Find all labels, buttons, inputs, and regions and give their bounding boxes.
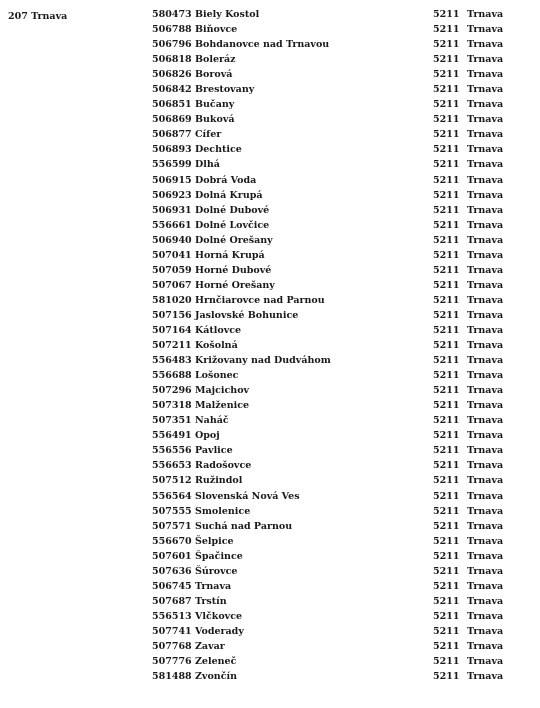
municipality-name: Zavar [195, 640, 225, 652]
district-code: 5211 [433, 595, 460, 607]
table-row [0, 127, 540, 142]
table-row [0, 173, 540, 188]
municipality-code: 507687 [152, 595, 192, 607]
district-name: Trnava [467, 505, 504, 517]
district-name: Trnava [467, 340, 504, 352]
municipality-code: 581020 [152, 294, 192, 306]
table-row [0, 594, 540, 609]
table-row [0, 278, 540, 293]
municipality-name: Košolná [195, 340, 238, 352]
table-row [0, 368, 540, 383]
municipality-name: Bohdanovce nad Trnavou [195, 39, 330, 51]
district-code: 5211 [433, 294, 460, 306]
municipality-code: 507211 [152, 340, 192, 352]
municipality-code: 507296 [152, 385, 192, 397]
municipality-name: Buková [195, 114, 235, 126]
district-code: 5211 [433, 505, 460, 517]
municipality-code: 507601 [152, 550, 192, 562]
district-name: Trnava [467, 535, 504, 547]
municipality-name: Horná Krupá [195, 249, 265, 261]
table-row [0, 654, 540, 669]
municipality-code: 556661 [152, 219, 192, 231]
municipality-name: Dlhá [195, 159, 220, 171]
municipality-name: Lošonec [195, 370, 239, 382]
table-row [0, 37, 540, 52]
district-code: 5211 [433, 54, 460, 66]
municipality-name: Šelpice [195, 535, 234, 547]
district-name: Trnava [467, 174, 504, 186]
table-row [0, 7, 540, 22]
district-name: Trnava [467, 234, 504, 246]
municipality-code: 507741 [152, 625, 192, 637]
table-row [0, 308, 540, 323]
table-row [0, 534, 540, 549]
district-name: Trnava [467, 565, 504, 577]
district-code: 5211 [433, 550, 460, 562]
table-row [0, 203, 540, 218]
district-name: Trnava [467, 460, 504, 472]
district-code: 5211 [433, 475, 460, 487]
district-name: Trnava [467, 279, 504, 291]
municipality-name: Kátlovce [195, 324, 242, 336]
district-name: Trnava [467, 400, 504, 412]
municipality-code: 556599 [152, 159, 192, 171]
district-name: Trnava [467, 595, 504, 607]
municipality-code: 507512 [152, 475, 192, 487]
municipality-code: 506877 [152, 129, 192, 141]
table-row [0, 52, 540, 67]
table-row [0, 564, 540, 579]
table-row [0, 428, 540, 443]
district-code: 5211 [433, 279, 460, 291]
table-row [0, 188, 540, 203]
municipality-code: 506818 [152, 54, 192, 66]
table-row [0, 157, 540, 172]
table-row [0, 97, 540, 112]
district-name: Trnava [467, 264, 504, 276]
municipality-code: 556491 [152, 430, 192, 442]
municipality-name: Jaslovské Bohunice [195, 309, 299, 321]
district-name: Trnava [467, 219, 504, 231]
table-row [0, 112, 540, 127]
district-name: Trnava [467, 656, 504, 668]
district-name: Trnava [467, 370, 504, 382]
municipality-name: Šúrovce [195, 565, 238, 577]
district-code: 5211 [433, 249, 460, 261]
municipality-name: Pavlice [195, 445, 233, 457]
district-name: Trnava [467, 490, 504, 502]
table-row [0, 609, 540, 624]
district-name: Trnava [467, 84, 504, 96]
municipality-name: Suchá nad Parnou [195, 520, 293, 532]
district-code: 5211 [433, 355, 460, 367]
municipality-name: Vlčkovce [195, 610, 243, 622]
district-name: Trnava [467, 640, 504, 652]
municipality-code: 506788 [152, 24, 192, 36]
district-name: Trnava [467, 24, 504, 36]
municipality-code: 556556 [152, 445, 192, 457]
district-name: Trnava [467, 159, 504, 171]
municipality-name: Trstín [195, 595, 227, 607]
municipality-name: Majcichov [195, 385, 250, 397]
municipality-code: 507776 [152, 656, 192, 668]
district-code: 5211 [433, 24, 460, 36]
district-name: Trnava [467, 9, 504, 20]
municipality-code: 507351 [152, 415, 192, 427]
district-code: 5211 [433, 671, 460, 683]
district-code: 5211 [433, 9, 460, 20]
district-code: 5211 [433, 535, 460, 547]
municipality-code: 507555 [152, 505, 192, 517]
municipality-code: 556653 [152, 460, 192, 472]
district-code: 5211 [433, 189, 460, 201]
municipality-code: 506931 [152, 204, 192, 216]
district-name: Trnava [467, 249, 504, 261]
district-name: Trnava [467, 550, 504, 562]
municipality-code: 506826 [152, 69, 192, 81]
table-row [0, 579, 540, 594]
table-row [0, 489, 540, 504]
district-code: 5211 [433, 69, 460, 81]
municipality-name: Dechtice [195, 144, 242, 156]
municipality-code: 507164 [152, 324, 192, 336]
municipality-name: Biely Kostol [195, 9, 260, 20]
table-row [0, 67, 540, 82]
municipality-name: Horné Orešany [195, 279, 275, 291]
municipality-code: 506745 [152, 580, 192, 592]
district-code: 5211 [433, 234, 460, 246]
table-row [0, 353, 540, 368]
municipality-name: Zvončín [195, 671, 237, 683]
municipality-code: 506851 [152, 99, 192, 111]
municipality-code: 556688 [152, 370, 192, 382]
district-code: 5211 [433, 656, 460, 668]
district-code: 5211 [433, 309, 460, 321]
municipality-name: Radošovce [195, 460, 252, 472]
municipality-code: 506796 [152, 39, 192, 51]
table-row [0, 383, 540, 398]
municipality-code: 506923 [152, 189, 192, 201]
table-row [0, 473, 540, 488]
municipality-name: Smolenice [195, 505, 251, 517]
table-row [0, 549, 540, 564]
municipality-code: 556513 [152, 610, 192, 622]
table-row [0, 263, 540, 278]
table-row [0, 233, 540, 248]
district-code: 5211 [433, 159, 460, 171]
district-name: Trnava [467, 520, 504, 532]
district-name: Trnava [467, 114, 504, 126]
district-name: Trnava [467, 580, 504, 592]
municipality-code: 556670 [152, 535, 192, 547]
municipality-code: 507059 [152, 264, 192, 276]
district-code: 5211 [433, 144, 460, 156]
municipality-name: Zeleneč [195, 656, 237, 668]
municipality-name: Ružindol [195, 475, 243, 487]
district-name: Trnava [467, 610, 504, 622]
district-code: 5211 [433, 640, 460, 652]
district-name: Trnava [467, 189, 504, 201]
district-name: Trnava [467, 309, 504, 321]
table-row [0, 504, 540, 519]
district-code: 5211 [433, 204, 460, 216]
district-name: Trnava [467, 204, 504, 216]
table-row [0, 443, 540, 458]
municipality-name: Bučany [195, 99, 235, 111]
municipality-code: 580473 [152, 9, 192, 20]
municipality-code: 507636 [152, 565, 192, 577]
municipality-code: 507067 [152, 279, 192, 291]
district-code: 5211 [433, 490, 460, 502]
district-code: 5211 [433, 324, 460, 336]
municipality-code: 506915 [152, 174, 192, 186]
district-code: 5211 [433, 610, 460, 622]
table-row [0, 82, 540, 97]
district-name: Trnava [467, 54, 504, 66]
municipality-code: 506893 [152, 144, 192, 156]
district-name: Trnava [467, 671, 504, 683]
district-code: 5211 [433, 400, 460, 412]
table-row [0, 519, 540, 534]
table-row [0, 458, 540, 473]
district-heading: 207 Trnava [8, 11, 68, 22]
table-row [0, 413, 540, 428]
municipality-code: 507041 [152, 249, 192, 261]
municipality-name: Dolné Dubové [195, 204, 270, 216]
municipality-code: 507571 [152, 520, 192, 532]
municipality-name: Borová [195, 69, 233, 81]
municipality-code: 506869 [152, 114, 192, 126]
municipality-code: 556483 [152, 355, 192, 367]
municipality-name: Križovany nad Dudváhom [195, 355, 331, 367]
district-name: Trnava [467, 445, 504, 457]
table-row [0, 293, 540, 308]
district-code: 5211 [433, 114, 460, 126]
district-name: Trnava [467, 415, 504, 427]
district-code: 5211 [433, 565, 460, 577]
district-code: 5211 [433, 415, 460, 427]
table-row [0, 142, 540, 157]
municipality-name: Cífer [195, 129, 222, 141]
municipality-name: Horné Dubové [195, 264, 272, 276]
district-code: 5211 [433, 445, 460, 457]
municipality-name: Brestovany [195, 84, 255, 96]
district-name: Trnava [467, 625, 504, 637]
municipality-name: Hrnčiarovce nad Parnou [195, 294, 325, 306]
municipality-name: Opoj [195, 430, 220, 442]
municipality-name: Dolná Krupá [195, 189, 263, 201]
district-name: Trnava [467, 99, 504, 111]
district-code: 5211 [433, 39, 460, 51]
district-name: Trnava [467, 385, 504, 397]
table-row [0, 669, 540, 684]
district-code: 5211 [433, 460, 460, 472]
district-name: Trnava [467, 294, 504, 306]
municipality-code: 507156 [152, 309, 192, 321]
district-code: 5211 [433, 580, 460, 592]
table-row [0, 248, 540, 263]
municipality-code: 507318 [152, 400, 192, 412]
district-code: 5211 [433, 219, 460, 231]
table-row [0, 639, 540, 654]
municipality-name: Dolné Lovčice [195, 219, 270, 231]
municipality-name: Slovenská Nová Ves [195, 490, 300, 502]
municipality-name: Voderady [195, 625, 244, 637]
district-name: Trnava [467, 430, 504, 442]
municipality-name: Boleráz [195, 54, 236, 66]
municipality-name: Biňovce [195, 24, 238, 36]
district-name: Trnava [467, 69, 504, 81]
municipality-code: 507768 [152, 640, 192, 652]
district-code: 5211 [433, 370, 460, 382]
table-row [0, 218, 540, 233]
municipality-code: 581488 [152, 671, 192, 683]
municipality-code: 556564 [152, 490, 192, 502]
table-row [0, 624, 540, 639]
table-row [0, 22, 540, 37]
district-name: Trnava [467, 475, 504, 487]
district-code: 5211 [433, 174, 460, 186]
district-code: 5211 [433, 625, 460, 637]
municipality-name: Špačince [195, 550, 243, 562]
district-code: 5211 [433, 99, 460, 111]
district-code: 5211 [433, 430, 460, 442]
district-code: 5211 [433, 340, 460, 352]
district-name: Trnava [467, 129, 504, 141]
table-row [0, 323, 540, 338]
district-code: 5211 [433, 264, 460, 276]
district-name: Trnava [467, 355, 504, 367]
district-name: Trnava [467, 144, 504, 156]
district-code: 5211 [433, 84, 460, 96]
municipality-code: 506842 [152, 84, 192, 96]
district-name: Trnava [467, 39, 504, 51]
district-code: 5211 [433, 520, 460, 532]
municipality-code: 506940 [152, 234, 192, 246]
table-row [0, 338, 540, 353]
district-code: 5211 [433, 129, 460, 141]
municipality-name: Trnava [195, 580, 232, 592]
municipality-name: Naháč [195, 415, 229, 427]
municipality-name: Malženice [195, 400, 250, 412]
district-name: Trnava [467, 324, 504, 336]
district-code: 5211 [433, 385, 460, 397]
municipality-name: Dobrá Voda [195, 174, 257, 186]
table-row [0, 398, 540, 413]
municipality-name: Dolné Orešany [195, 234, 273, 246]
municipality-list [0, 7, 540, 684]
